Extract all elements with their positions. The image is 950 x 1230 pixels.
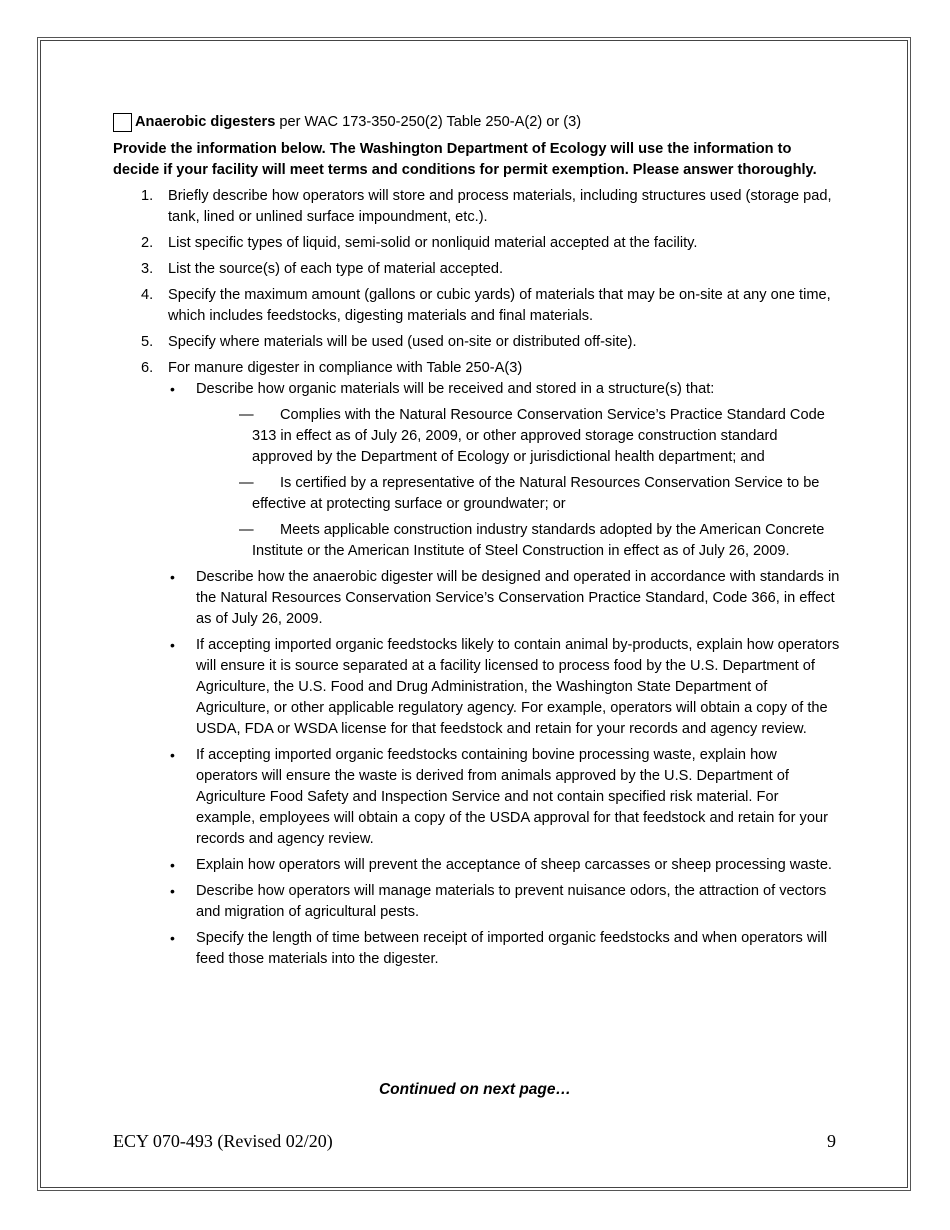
manure-digester-requirements (113, 379, 841, 400)
section-instructions: Provide the information below. The Washington Department of Ecology will use the information to decide if your facility will meet terms and conditions for permit exemption. Please answer thoroughly. (113, 141, 817, 178)
storage-structure-criteria (113, 405, 841, 562)
anaerobic-digesters-checkbox[interactable] (113, 113, 132, 132)
bullet-icon: • (170, 930, 175, 946)
criteria-item: — Meets applicable construction industry standards adopted by the American Concrete Institute or the American Institute of Steel Construction in effect as of July 26, 2009. (239, 522, 825, 559)
bullet-icon: • (170, 883, 175, 899)
section-title: Anaerobic digesters (135, 114, 276, 130)
dash-icon: — (239, 407, 254, 423)
question-item: 5. Specify where materials will be used (used on-site or distributed off-site). (141, 334, 637, 350)
question-item: 1. Briefly describe how operators will store and process materials, including structures used (storage pad, tank, lined or unlined surface impoundment, etc.). (141, 188, 832, 225)
bullet-icon: • (170, 857, 175, 873)
dash-icon: — (239, 522, 254, 538)
criteria-item: — Complies with the Natural Resource Conservation Service’s Practice Standard Code 313 in effect as of July 26, 2009, or other approved storage construction standard approved by the Department of Ecology or jurisdictional health department; and (239, 407, 825, 465)
section-heading (113, 112, 841, 133)
question-list (113, 186, 841, 379)
dash-icon: — (239, 475, 254, 491)
section-regulation: per WAC 173-350-250(2) Table 250-A(2) or (3) (275, 114, 582, 130)
continued-notice: Continued on next page… (378, 1081, 572, 1098)
bullet-icon: • (170, 381, 175, 397)
requirement-item: • If accepting imported organic feedstocks likely to contain animal by-products, explain how operators will ensure it is source separated at a facility licensed to process food by the U.S. Department of Agriculture, the U.S. Food and Drug Administration, the Washington State Department of Agriculture, or other applicable regulatory agency. For example, operators will obtain a copy of the USDA, FDA or WSDA license for that feedstock and retain for your records and agency review. (170, 637, 840, 737)
question-item: 3. List the source(s) of each type of material accepted. (141, 261, 504, 277)
requirement-item: • Describe how operators will manage materials to prevent nuisance odors, the attraction of vectors and migration of agricultural pests. (170, 883, 827, 920)
requirement-item: • Describe how organic materials will be received and stored in a structure(s) that: (113, 379, 841, 400)
form-number: ECY 070-493 (Revised 02/20) (113, 1131, 333, 1151)
question-item: 6. For manure digester in compliance with Table 250-A(3) (141, 360, 523, 376)
form-section-anaerobic-digesters (113, 112, 841, 975)
requirement-item: • If accepting imported organic feedstocks containing bovine processing waste, explain how operators will ensure the waste is derived from animals approved by the U.S. Department of Agriculture Food Safety and Inspection Service and not contain specified risk material. For example, employees will obtain a copy of the USDA approval for that feedstock and retain for your records and agency review. (170, 747, 828, 847)
requirement-item: • Specify the length of time between receipt of imported organic feedstocks and when operators will feed those materials into the digester. (170, 930, 828, 967)
question-item: 2. List specific types of liquid, semi-solid or nonliquid material accepted at the facility. (141, 235, 698, 251)
bullet-icon: • (170, 569, 175, 585)
requirement-item: • Explain how operators will prevent the acceptance of sheep carcasses or sheep processing waste. (113, 855, 841, 876)
requirement-item: • Describe how the anaerobic digester will be designed and operated in accordance with standards in the Natural Resources Conservation Service’s Conservation Practice Standard, Code 366, in effect as of July 26, 2009. (170, 569, 840, 627)
page-number: 9 (827, 1131, 836, 1151)
criteria-item: — Is certified by a representative of the Natural Resources Conservation Service to be effective at protecting surface or groundwater; or (239, 475, 820, 512)
bullet-icon: • (170, 637, 175, 653)
question-item: 4. Specify the maximum amount (gallons or cubic yards) of materials that may be on-site at any one time, which includes feedstocks, digesting materials and final materials. (141, 287, 831, 324)
manure-digester-requirements-continued (113, 567, 841, 970)
bullet-icon: • (170, 747, 175, 763)
